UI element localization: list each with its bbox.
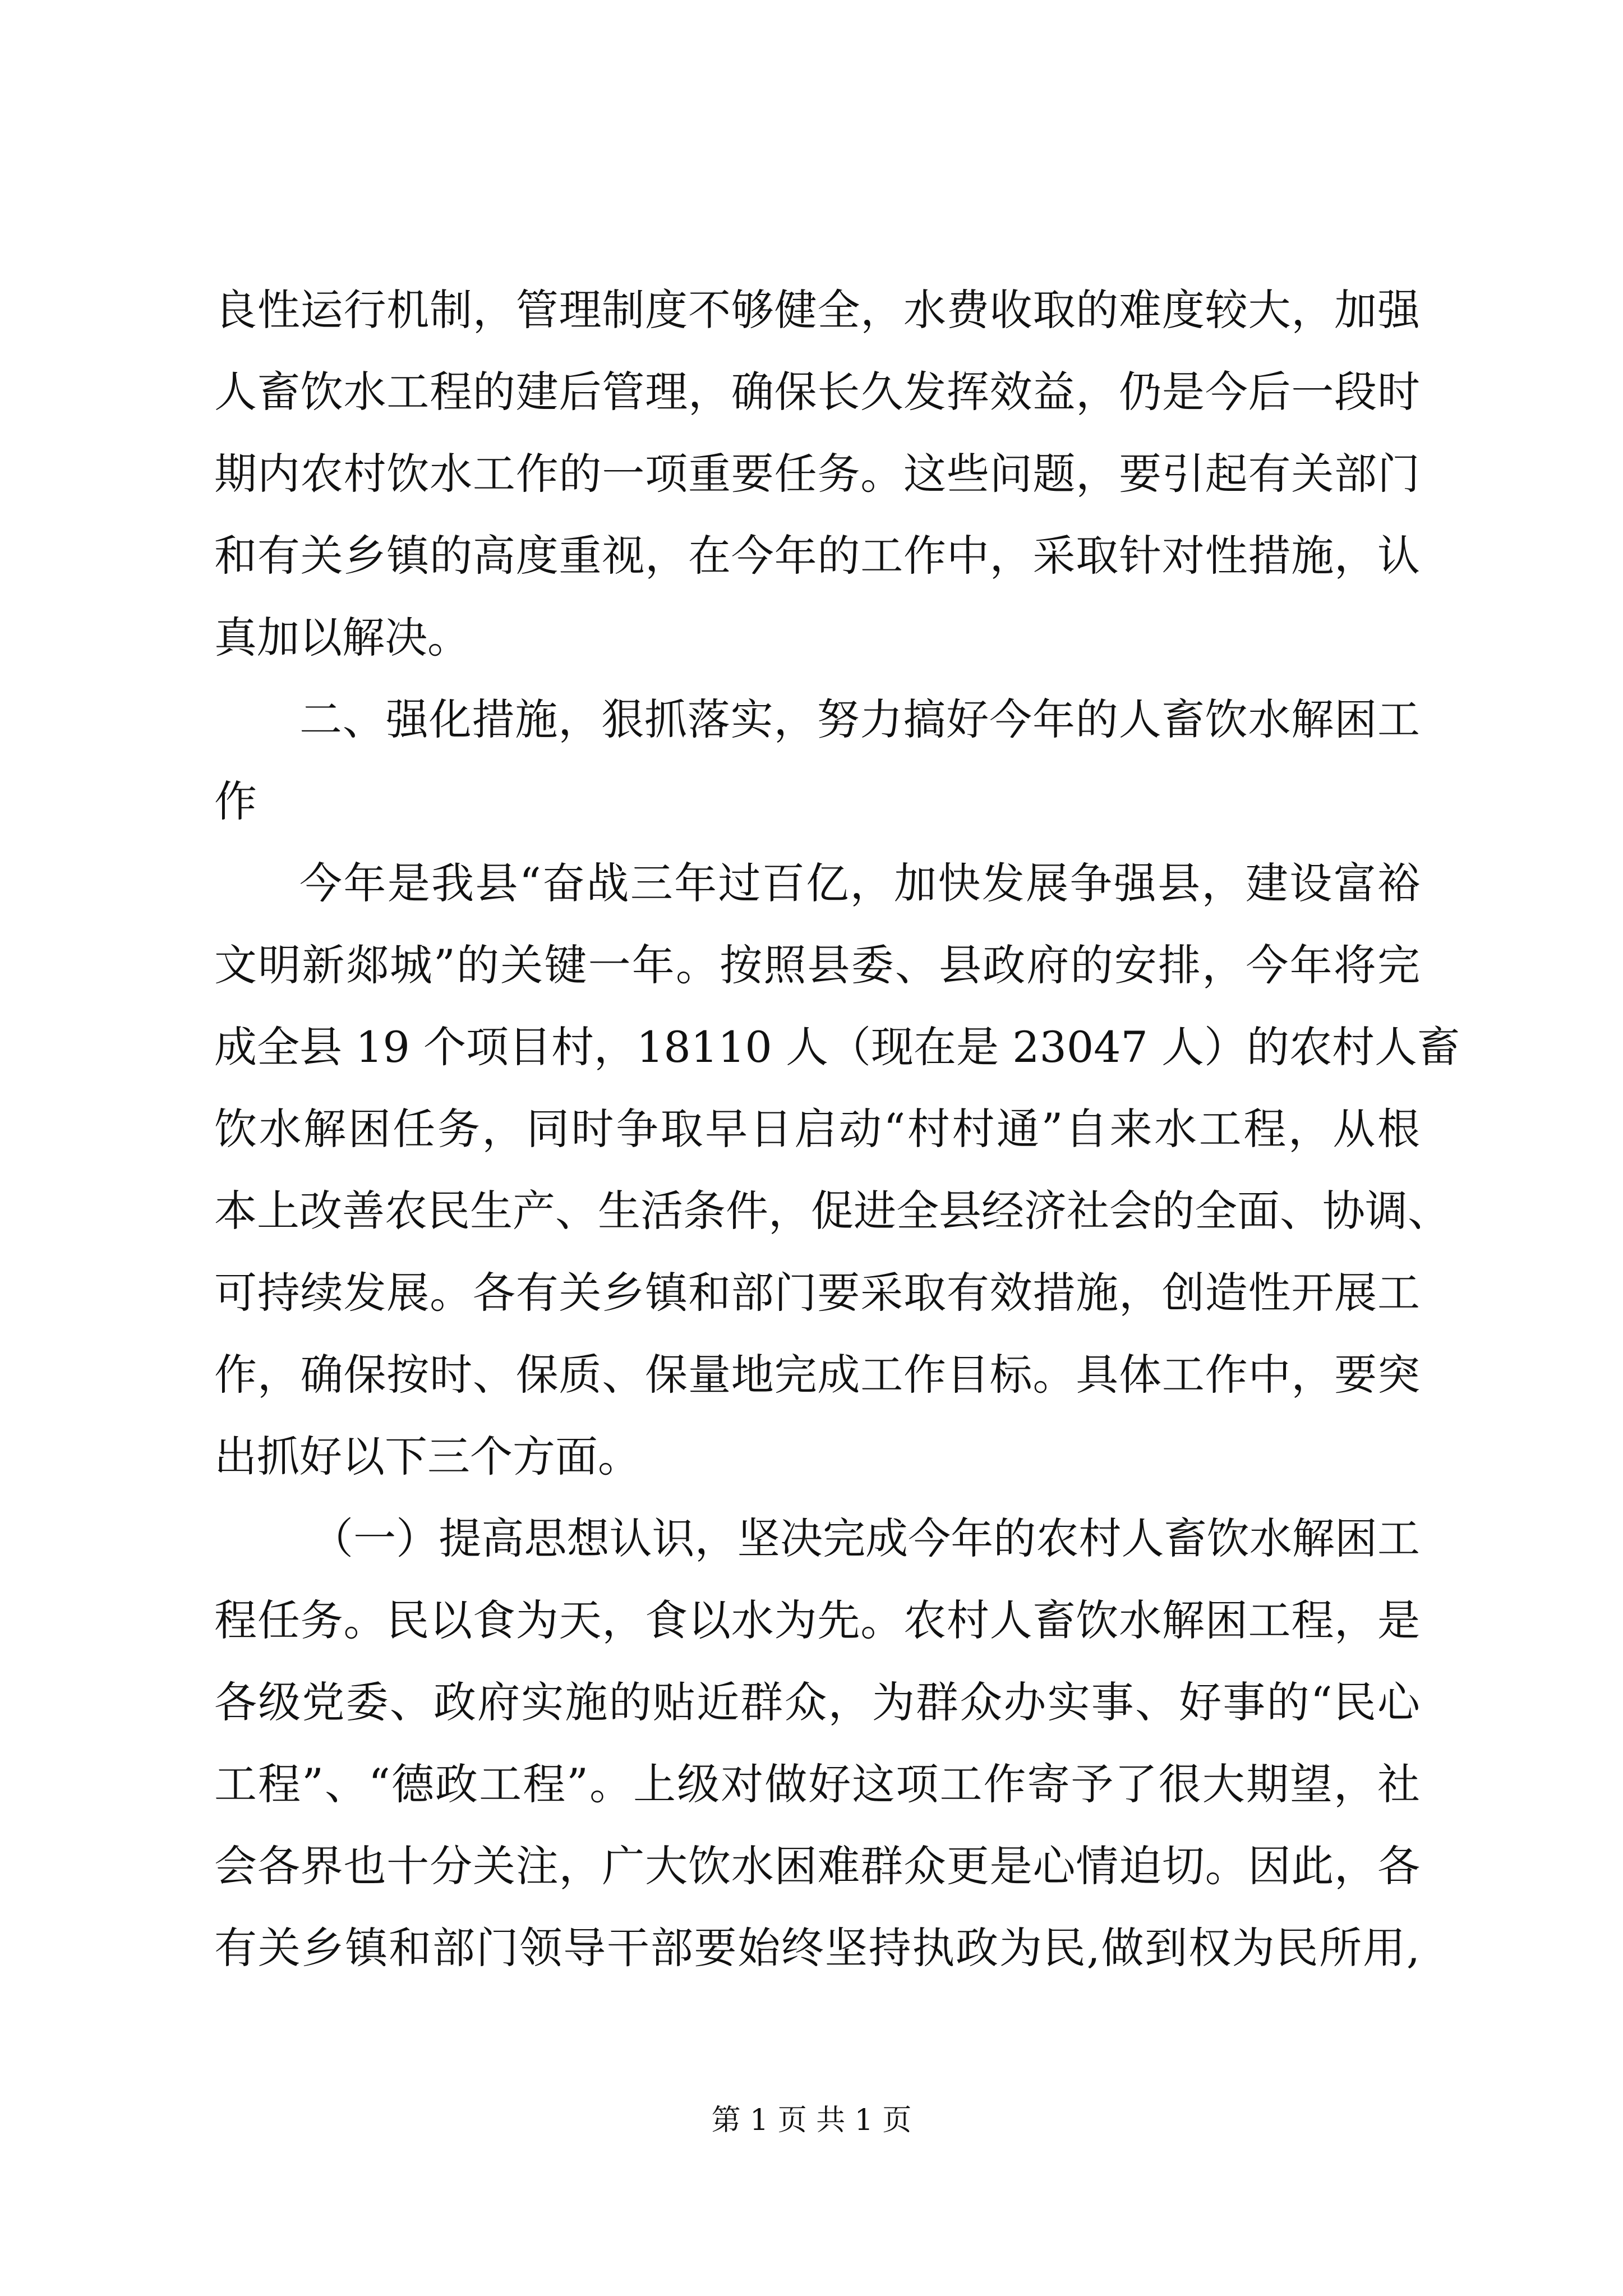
text-line: 饮水解困任务，同时争取早日启动“村村通”自来水工程，从根 bbox=[214, 1104, 1420, 1154]
section-heading-line: 二、强化措施，狠抓落实，努力搞好今年的人畜饮水解困工 bbox=[299, 694, 1420, 744]
section-heading-line: 作 bbox=[214, 776, 257, 826]
text-line: 出抓好以下三个方面。 bbox=[214, 1432, 640, 1481]
text-line: 良性运行机制，管理制度不够健全，水费收取的难度较大，加强 bbox=[214, 285, 1420, 335]
body-text bbox=[214, 269, 1460, 1989]
text-line: 会各界也十分关注，广大饮水困难群众更是心情迫切。因此，各 bbox=[214, 1841, 1420, 1891]
text-line: 工程”、“德政工程”。上级对做好这项工作寄予了很大期望，社 bbox=[214, 1759, 1420, 1809]
text-line: 期内农村饮水工作的一项重要任务。这些问题，要引起有关部门 bbox=[214, 449, 1420, 499]
text-line: 和有关乡镇的高度重视，在今年的工作中，采取针对性措施，认 bbox=[214, 531, 1420, 581]
text-line: 人畜饮水工程的建后管理，确保长久发挥效益，仍是今后一段时 bbox=[214, 367, 1420, 417]
text-line: 文明新郯城”的关键一年。按照县委、县政府的安排，今年将完 bbox=[214, 940, 1420, 990]
text-line: 成全县 19 个项目村，18110 人（现在是 23047 人）的农村人畜 bbox=[214, 1022, 1460, 1072]
text-line: 本上改善农民生产、生活条件，促进全县经济社会的全面、协调、 bbox=[214, 1186, 1450, 1236]
page-footer bbox=[0, 2101, 1623, 2140]
text-line: 程任务。民以食为天，食以水为先。农村人畜饮水解困工程，是 bbox=[214, 1595, 1420, 1645]
text-line: 有关乡镇和部门领导干部要始终坚持执政为民,做到权为民所用, bbox=[214, 1923, 1420, 1973]
page-number-label: 第 1 页 共 1 页 bbox=[711, 2104, 912, 2137]
text-line: 今年是我县“奋战三年过百亿，加快发展争强县，建设富裕 bbox=[299, 858, 1420, 908]
subsection-line: （一）提高思想认识，坚决完成今年的农村人畜饮水解困工 bbox=[311, 1513, 1420, 1563]
text-line: 真加以解决。 bbox=[214, 613, 470, 662]
text-line: 各级党委、政府实施的贴近群众，为群众办实事、好事的“民心 bbox=[214, 1677, 1420, 1727]
text-line: 可持续发展。各有关乡镇和部门要采取有效措施，创造性开展工 bbox=[214, 1268, 1420, 1318]
text-line: 作，确保按时、保质、保量地完成工作目标。具体工作中，要突 bbox=[214, 1350, 1420, 1400]
